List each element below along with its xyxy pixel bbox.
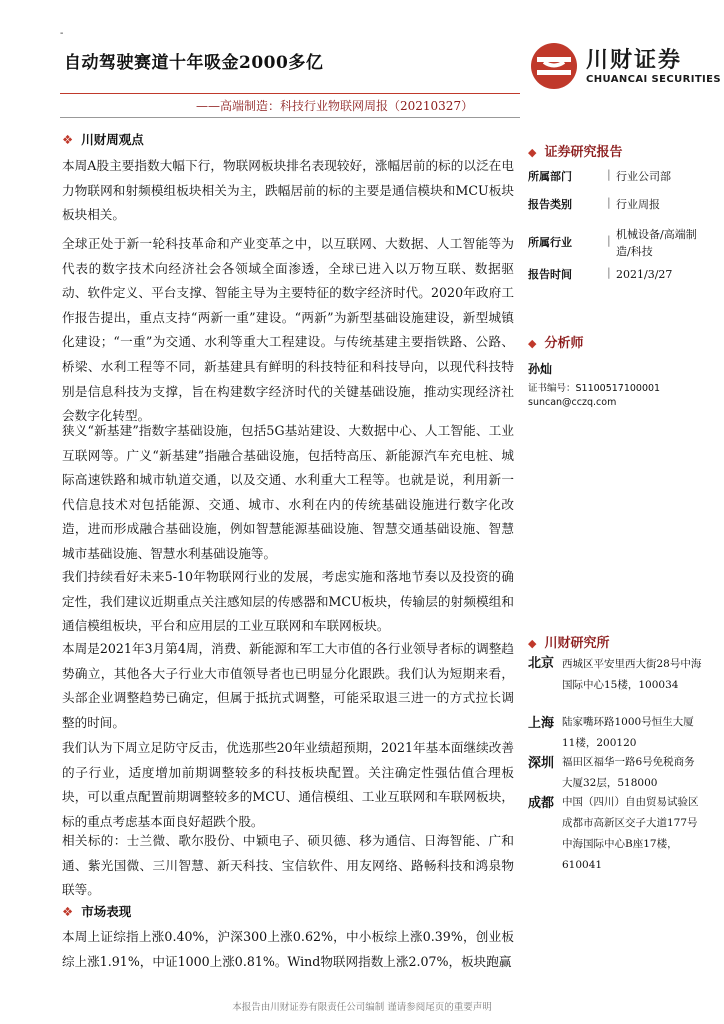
meta-row-category: 报告类别 | 行业周报: [528, 196, 660, 211]
office-city-shanghai: 上海: [528, 716, 555, 731]
office-address-shenzhen: 福田区福华一路6号免税商务大厦32层，518000: [562, 756, 695, 789]
office-address-chengdu: 中国（四川）自由贸易试验区成都市高新区交子大道177号中海国际中心B座17楼，610041: [562, 796, 699, 871]
analyst-name: 孙灿: [528, 362, 553, 376]
subtitle-rule: [60, 117, 520, 118]
office-address-beijing: 西城区平安里西大街28号中海国际中心15楼，100034: [562, 658, 702, 691]
footer-disclaimer: 本报告由川财证券有限责任公司编制 谨请参阅尾页的重要声明: [232, 1002, 492, 1013]
header-rule: [60, 93, 520, 94]
diamond-icon: ◆: [528, 637, 537, 650]
paragraph-7: 相关标的：士兰微、歌尔股份、中颖电子、硕贝德、移为通信、日海智能、广和通、紫光国微、三川智慧、新天科技、宝信软件、用友网络、路畅科技和鸿泉物联等。: [62, 833, 514, 898]
institute-heading: ◆ 川财研究所: [528, 636, 610, 651]
market-paragraph: 本周上证综指上涨0.40%，沪深300上涨0.62%，中小板综上涨0.39%，创业板综上涨1.91%，中证1000上涨0.81%。Wind物联网指数上涨2.07%，板块跑赢: [62, 929, 514, 969]
office-city-chengdu: 成都: [528, 796, 555, 811]
analyst-email[interactable]: suncan@cczq.com: [528, 397, 617, 408]
research-report-heading: ◆ 证券研究报告: [528, 145, 623, 160]
paragraph-6: 我们认为下周立足防守反击，优选那些20年业绩超预期，2021年基本面继续改善的子行业，适度增加前期调整较多的科技板块配置。关注确定性强估值合理板块，可以重点配置前期调整较多的MCU、通信模组、工业互联网和车联网板块，标的重点考虑基本面良好超跌个股。: [62, 740, 514, 829]
section-heading-weekly-view: ❖ 川财周观点: [62, 132, 144, 147]
meta-row-date: 报告时间 | 2021/3/27: [528, 266, 673, 281]
paragraph-4: 我们持续看好未来5-10年物联网行业的发展，考虑实施和落地节奏以及投资的确定性，我们建议近期重点关注感知层的传感器和MCU板块，传输层的射频模组和通信模组板块，平台和应用层的工业互联网和车联网板块。: [62, 569, 514, 634]
diamond-cluster-icon: ❖: [62, 132, 74, 147]
header-dash: -: [60, 28, 64, 39]
office-address-shanghai: 陆家嘴环路1000号恒生大厦11楼，200120: [562, 716, 694, 749]
meta-row-department: 所属部门 | 行业公司部: [528, 168, 671, 183]
paragraph-1: 本周A股主要指数大幅下行，物联网板块排名表现较好，涨幅居前的标的以泛在电力物联网和射频模组板块相关为主，跌幅居前的标的主要是通信模块和MCU板块板块相关。: [62, 158, 514, 223]
office-city-shenzhen: 深圳: [528, 756, 555, 771]
analyst-cert: 证书编号：S1100517100001: [528, 383, 661, 394]
paragraph-3: 狭义“新基建”指数字基础设施，包括5G基站建设、大数据中心、人工智能、工业互联网等。广义“新基建”指融合基础设施，包括特高压、新能源汽车充电桩、城际高速铁路和城市轨道交通，以及交通、水利重大工程等。也就是说，利用新一代信息技术对包括能源、交通、城市、水利在内的传统基础设施进行数字化改造，进而形成融合基础设施，例如智慧能源基础设施、智慧交通基础设施、智慧城市基础设施、智慧水利基础设施等。: [62, 423, 514, 561]
analyst-heading: ◆ 分析师: [528, 336, 584, 351]
report-title: 自动驾驶赛道十年吸金2000多亿: [64, 53, 324, 73]
office-city-beijing: 北京: [528, 656, 555, 671]
paragraph-5: 本周是2021年3月第4周，消费、新能源和军工大市值的各行业领导者标的调整趋势确立，其他各大子行业大市值领导者也已明显分化跟跌。我们认为短期来看，头部企业调整趋势已确定，但属于抵抗式调整，可能采取退三进一的方式拉长调整的时间。: [62, 641, 514, 730]
logo-english: CHUANCAI SECURITIES: [586, 74, 721, 85]
section-heading-market: ❖ 市场表现: [62, 904, 132, 919]
paragraph-2: 全球正处于新一轮科技革命和产业变革之中，以互联网、大数据、人工智能等为代表的数字技术向经济社会各领域全面渗透，全球已进入以万物互联、数据驱动、软件定义、平台支撑、智能主导为主要特征的数字经济时代。2020年政府工作报告提出，重点支持“两新一重”建设。“两新”为新型基础设施建设，新型城镇化建设；“一重”为交通、水利等重大工程建设。与传统基建主要指铁路、公路、桥梁、水利工程等不同，新基建具有鲜明的科技特征和科技导向，以现代科技特别是信息科技为支撑，旨在构建数字经济时代的关键基础设施，推动实现经济社会数字化转型。: [62, 236, 514, 424]
logo-chinese: 川财证券: [586, 48, 683, 73]
diamond-icon: ◆: [528, 337, 537, 350]
company-logo: [530, 42, 721, 92]
diamond-cluster-icon: ❖: [62, 904, 74, 919]
meta-row-industry: 所属行业 | 机械设备/高端制造/科技: [528, 228, 697, 258]
diamond-icon: ◆: [528, 146, 537, 159]
logo-mark-icon: [530, 42, 578, 90]
report-subtitle: ——高端制造：科技行业物联网周报（20210327）: [196, 99, 474, 113]
